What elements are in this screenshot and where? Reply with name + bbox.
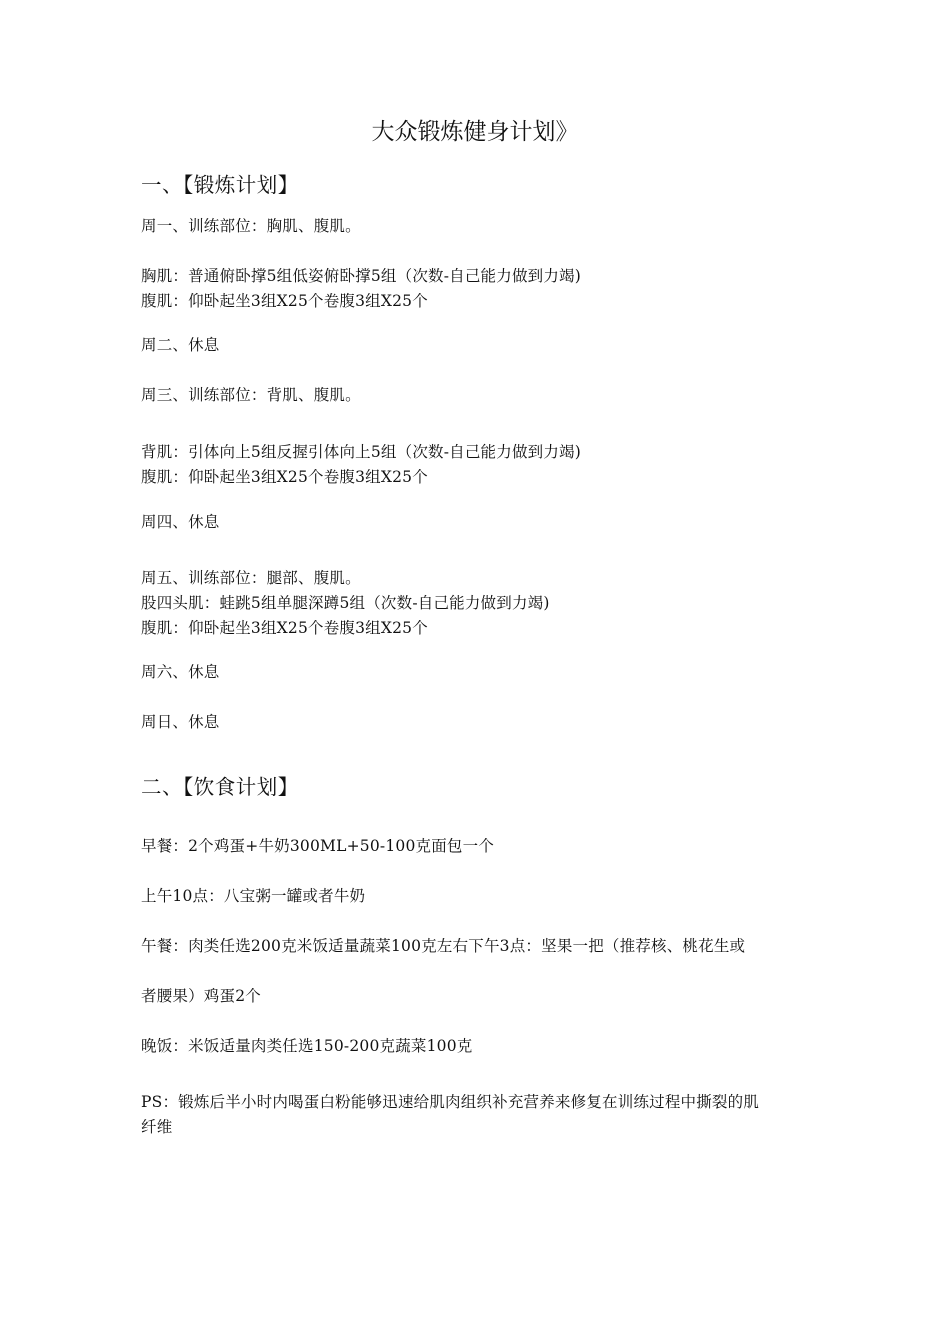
breakfast-line: 早餐：2个鸡蛋+牛奶300ML+50-100克面包一个 <box>141 837 495 855</box>
monday-chest-line: 胸肌：普通俯卧撑5组低姿俯卧撑5组（次数-自己能力做到力竭) <box>141 267 582 285</box>
friday-quads-line: 股四头肌：蛙跳5组单腿深蹲5组（次数-自己能力做到力竭) <box>141 594 550 612</box>
ps-note-line-continued: 纤维 <box>141 1118 173 1136</box>
document-title: 大众锻炼健身计划》 <box>371 119 579 145</box>
wednesday-back-line: 背肌：引体向上5组反握引体向上5组（次数-自己能力做到力竭) <box>141 443 582 461</box>
lunch-line-continued: 者腰果）鸡蛋2个 <box>141 987 261 1005</box>
tuesday-line: 周二、休息 <box>141 336 220 354</box>
saturday-line: 周六、休息 <box>141 663 220 681</box>
friday-line: 周五、训练部位：腿部、腹肌。 <box>141 569 361 587</box>
sunday-line: 周日、休息 <box>141 713 220 731</box>
thursday-line: 周四、休息 <box>141 513 220 531</box>
section-heading-exercise-plan: 一、【锻炼计划】 <box>141 173 299 197</box>
morning-snack-line: 上午10点：八宝粥一罐或者牛奶 <box>141 887 366 905</box>
monday-line: 周一、训练部位：胸肌、腹肌。 <box>141 217 361 235</box>
ps-note-line: PS：锻炼后半小时内喝蛋白粉能够迅速给肌肉组织补充营养来修复在训练过程中撕裂的肌 <box>141 1093 760 1111</box>
lunch-line: 午餐：肉类任选200克米饭适量蔬菜100克左右下午3点：坚果一把（推荐核、桃花生或 <box>141 937 746 955</box>
wednesday-line: 周三、训练部位：背肌、腹肌。 <box>141 386 361 404</box>
monday-abs-line: 腹肌：仰卧起坐3组X25个卷腹3组X25个 <box>141 292 428 310</box>
friday-abs-line: 腹肌：仰卧起坐3组X25个卷腹3组X25个 <box>141 619 428 637</box>
dinner-line: 晚饭：米饭适量肉类任选150-200克蔬菜100克 <box>141 1037 473 1055</box>
section-heading-diet-plan: 二、【饮食计划】 <box>141 775 299 799</box>
wednesday-abs-line: 腹肌：仰卧起坐3组X25个卷腹3组X25个 <box>141 468 428 486</box>
